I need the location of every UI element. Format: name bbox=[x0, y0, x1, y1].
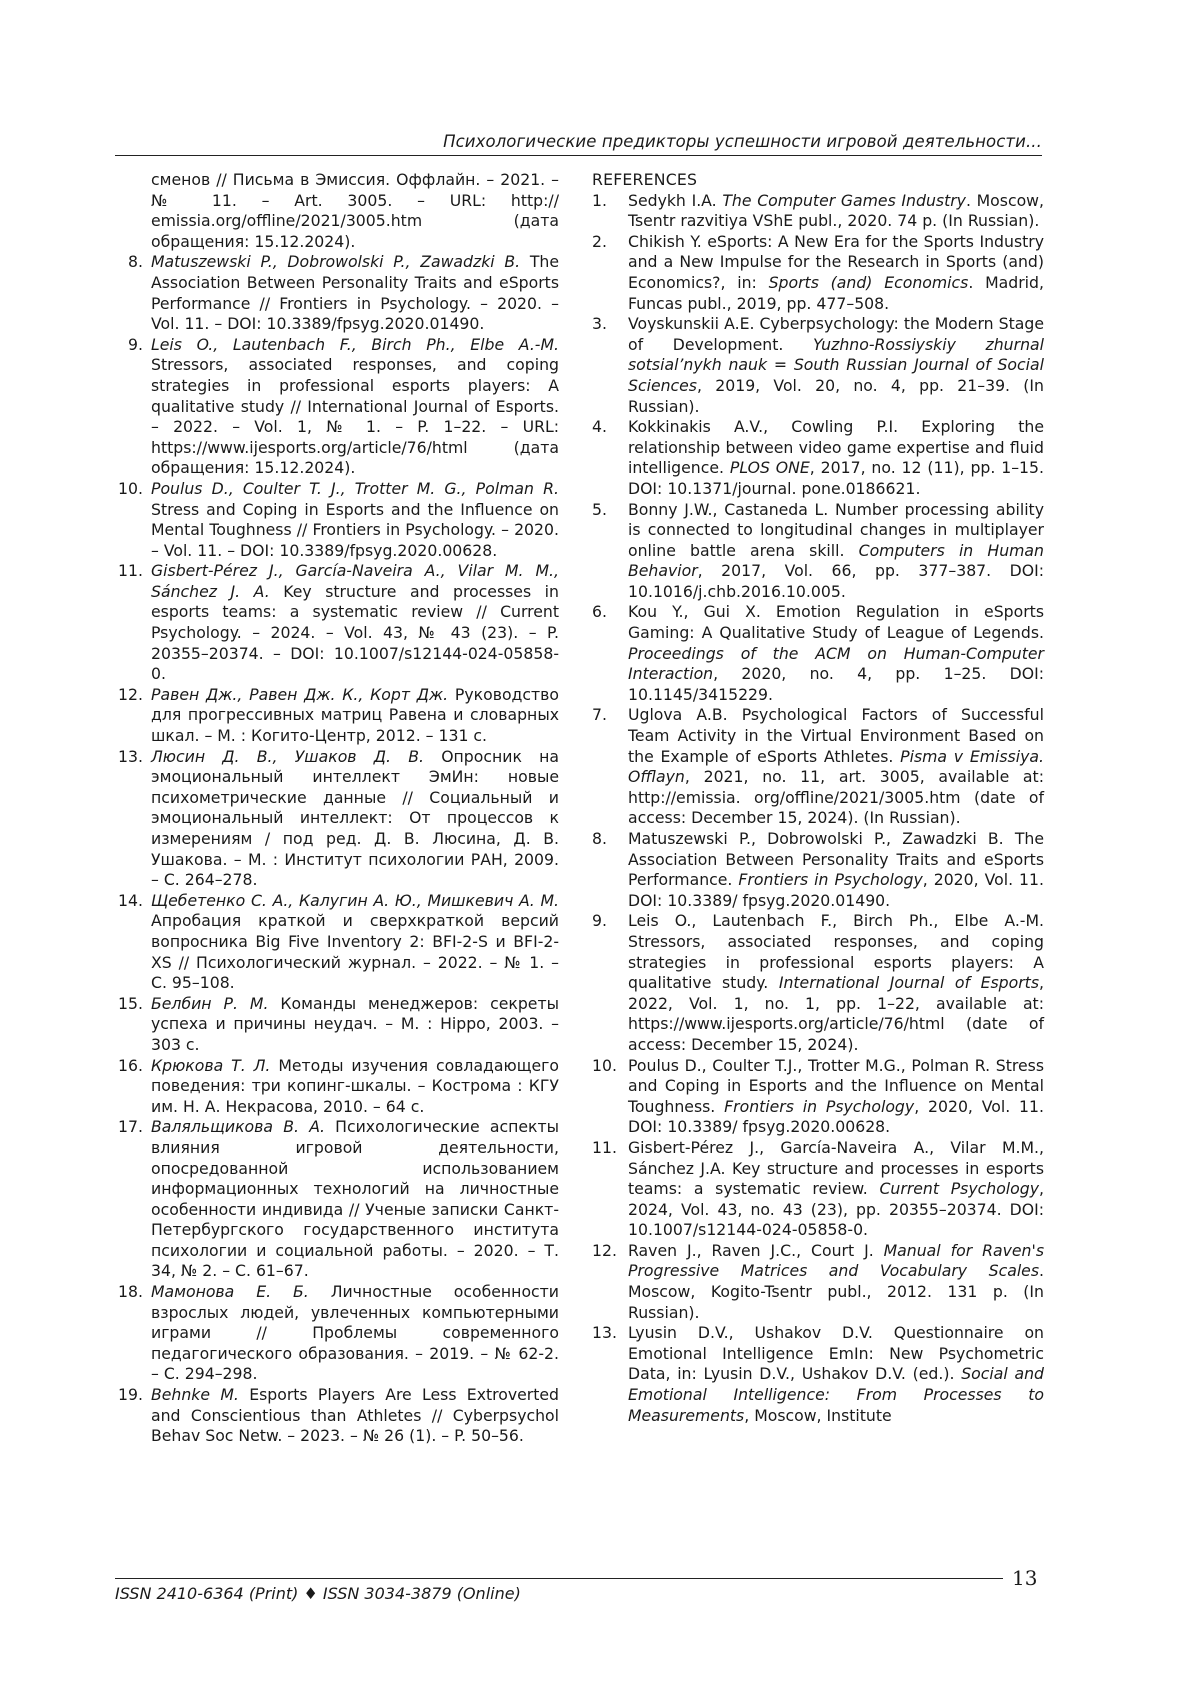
reference-body: Esports Players Are Less Extroverted and Conscientious than Athletes // Cyberpsychol Behav Soc Netw. – 2023. – № 26 (1). – P. 50–56. bbox=[151, 1385, 559, 1446]
reference-segment: Bonny J.W., Castaneda L. Number processing ability is connected to longitudinal changes in multiplayer online battle arena skill. bbox=[628, 499, 1044, 560]
reference-authors: Крюкова Т. Л. bbox=[151, 1055, 271, 1075]
reference-number: 4. bbox=[592, 417, 607, 437]
reference-text bbox=[151, 1117, 559, 1282]
references-heading: REFERENCES bbox=[592, 170, 698, 189]
reference-text bbox=[151, 1056, 559, 1118]
reference-text bbox=[151, 1282, 559, 1385]
left-column bbox=[115, 170, 559, 1447]
reference-number: 18. bbox=[118, 1282, 143, 1302]
reference-body: Опросник на эмоциональный интеллект ЭмИн: новые психометрические данные // Социальный и эмоциональный интеллект: От процессов к измерениям / под ред. Д. В. Люсина, Д. В. Ушакова. – М. : Институт психологии РАН, 2009. – С. 264–278. bbox=[151, 746, 559, 890]
reference-item bbox=[115, 1117, 559, 1282]
reference-source-title: Social and Emotional Intelligence: From Processes to Measurements bbox=[628, 1364, 1044, 1425]
reference-source-title: Computers in Human Behavior bbox=[628, 540, 1044, 581]
reference-number: 16. bbox=[118, 1055, 143, 1075]
reference-text bbox=[628, 1138, 1044, 1241]
reference-item bbox=[592, 1138, 1044, 1241]
reference-segment: . Moscow, Tsentr razvitiya VShE publ., 2020. 74 p. (In Russian). bbox=[628, 190, 1044, 231]
reference-segment: , 2020, Vol. 11. DOI: 10.3389/ fpsyg.2020.01490. bbox=[628, 870, 1045, 910]
reference-item bbox=[592, 829, 1044, 911]
reference-number: 10. bbox=[118, 478, 143, 498]
reference-item bbox=[115, 479, 559, 561]
reference-text bbox=[628, 191, 1044, 232]
reference-text bbox=[628, 314, 1044, 417]
reference-item bbox=[115, 335, 559, 479]
reference-body: Команды менеджеров: секреты успеха и причины неудач. – М. : Hippo, 2003. – 303 с. bbox=[151, 993, 559, 1054]
reference-text bbox=[628, 829, 1044, 911]
reference-authors: Gisbert-Pérez J., García-Naveira A., Vilar M. M., Sánchez J. A. bbox=[151, 561, 559, 601]
reference-text bbox=[628, 1056, 1044, 1138]
reference-segment: Gisbert-Pérez J., García-Naveira A., Vilar M.M., Sánchez J.A. Key structure and processes in esports teams: a systematic review. bbox=[628, 1137, 1044, 1199]
reference-item bbox=[115, 1056, 559, 1118]
reference-segment: Matuszewski P., Dobrowolski P., Zawadzki B. The Association Between Personality Traits and eSports Performance. bbox=[628, 829, 1044, 890]
reference-number: 17. bbox=[118, 1117, 143, 1137]
right-column bbox=[592, 170, 1044, 1426]
reference-text bbox=[151, 479, 559, 561]
reference-segment: Voyskunskii A.E. Cyberpsychology: the Modern Stage of Development. bbox=[628, 314, 1044, 354]
reference-text bbox=[151, 561, 559, 685]
reference-number: 2. bbox=[592, 231, 607, 251]
reference-number: 6. bbox=[592, 602, 607, 622]
reference-source-title: Frontiers in Psychology bbox=[738, 870, 923, 890]
reference-text bbox=[151, 335, 559, 479]
reference-segment: Kokkinakis A.V., Cowling P.I. Exploring the relationship between video game expertise and fluid intelligence. bbox=[628, 417, 1044, 478]
reference-segment: Poulus D., Coulter T.J., Trotter M.G., Polman R. Stress and Coping in Esports and the Influence on Mental Toughness. bbox=[628, 1055, 1044, 1116]
reference-text bbox=[151, 252, 559, 334]
reference-item bbox=[115, 747, 559, 891]
reference-number: 13. bbox=[592, 1323, 617, 1343]
reference-text bbox=[628, 232, 1044, 314]
reference-number: 15. bbox=[118, 993, 143, 1013]
reference-text bbox=[151, 1385, 559, 1447]
reference-number: 1. bbox=[592, 190, 607, 210]
reference-text bbox=[628, 500, 1044, 603]
left-reference-list bbox=[115, 252, 559, 1446]
reference-item bbox=[592, 911, 1044, 1055]
reference-segment: , 2022, Vol. 1, no. 1, pp. 1–22, available at: https://www.ijesports.org/article/76/html (date of access: December 15, 2024). bbox=[628, 973, 1044, 1054]
reference-item bbox=[592, 705, 1044, 829]
reference-text bbox=[151, 747, 559, 891]
reference-item bbox=[592, 1056, 1044, 1138]
reference-source-title: International Journal of Esports bbox=[778, 973, 1039, 993]
reference-number: 10. bbox=[592, 1055, 617, 1075]
reference-item bbox=[115, 891, 559, 994]
reference-item bbox=[592, 500, 1044, 603]
reference-source-title: Current Psychology bbox=[879, 1179, 1039, 1199]
reference-number: 8. bbox=[128, 252, 143, 272]
reference-segment: , 2024, Vol. 43, no. 43 (23), pp. 20355–20374. DOI: 10.1007/s12144-024-05858-0. bbox=[628, 1179, 1044, 1240]
reference-segment: Kou Y., Gui X. Emotion Regulation in eSports Gaming: A Qualitative Study of League of Legends. bbox=[628, 602, 1044, 643]
reference-number: 7. bbox=[592, 705, 607, 725]
reference-authors: Люсин Д. В., Ушаков Д. В. bbox=[151, 746, 424, 766]
reference-authors: Poulus D., Coulter T. J., Trotter M. G., Polman R. bbox=[151, 478, 559, 498]
reference-source-title: The Computer Games Industry bbox=[722, 190, 966, 210]
reference-item bbox=[115, 1282, 559, 1385]
reference-item bbox=[115, 1385, 559, 1447]
reference-body: Методы изучения совладающего поведения: три копинг-шкалы. – Кострома : КГУ им. Н. А. Некрасова, 2010. – 64 с. bbox=[151, 1055, 559, 1116]
reference-item bbox=[592, 232, 1044, 314]
reference-text bbox=[628, 1241, 1044, 1323]
reference-item bbox=[115, 685, 559, 747]
right-reference-list bbox=[592, 191, 1044, 1427]
reference-body: Stressors, associated responses, and coping strategies in professional esports players: A qualitative study // International Journal of Esports. – 2022. – Vol. 1, № 1. – P. 1–22. – URL: https://www.ijesports.org/article/76/html (дата обращения: 15.12.2024). bbox=[151, 355, 559, 478]
reference-segment: , 2020, no. 4, pp. 1–25. DOI: 10.1145/3415229. bbox=[628, 664, 1044, 704]
reference-source-title: Manual for Raven's Progressive Matrices and Vocabulary Scales bbox=[628, 1240, 1044, 1281]
reference-number: 8. bbox=[592, 829, 607, 848]
reference-body: Key structure and processes in esports teams: a systematic review // Current Psychology. – 2024. – Vol. 43, № 43 (23). – P. 20355–20374. – DOI: 10.1007/s12144-024-05858-0. bbox=[151, 581, 559, 684]
header-rule bbox=[115, 155, 1042, 156]
reference-segment: , 2020, Vol. 11. DOI: 10.3389/ fpsyg.2020.00628. bbox=[628, 1096, 1044, 1137]
reference-text bbox=[628, 602, 1044, 705]
reference-number: 9. bbox=[592, 911, 607, 931]
reference-segment: Raven J., Raven J.C., Court J. bbox=[628, 1240, 884, 1260]
reference-number: 19. bbox=[118, 1385, 143, 1405]
reference-text bbox=[151, 891, 559, 994]
continued-reference: сменов // Письма в Эмиссия. Оффлайн. – 2021. – № 11. – Art. 3005. – URL: http:// emissia.org/offline/2021/3005.htm (дата обращения: 15.12.2024). bbox=[151, 170, 559, 251]
footer-rule bbox=[115, 1578, 1003, 1579]
reference-source-title: PLOS ONE bbox=[729, 458, 810, 478]
reference-body: Личностные особенности взрослых людей, увлеченных компьютерными играми // Проблемы современного педагогического образования. – 2019. – № 62-2. – С. 294–298. bbox=[151, 1282, 559, 1384]
reference-segment: , 2021, no. 11, art. 3005, available at: http://emissia. org/offline/2021/3005.htm (date of access: December 15, 2024). (In Russian). bbox=[628, 767, 1044, 828]
reference-text bbox=[628, 417, 1044, 499]
reference-segment: Uglova A.B. Psychological Factors of Successful Team Activity in the Virtual Environment Based on the Example of eSports Athletes. bbox=[628, 705, 1044, 766]
reference-item bbox=[115, 252, 559, 334]
reference-segment: , 2017, no. 12 (11), pp. 1–15. DOI: 10.1371/journal. pone.0186621. bbox=[628, 458, 1044, 498]
reference-segment: . Madrid, Funcas publ., 2019, pp. 477–508. bbox=[628, 272, 1044, 313]
reference-item bbox=[592, 1323, 1044, 1426]
reference-source-title: Frontiers in Psychology bbox=[724, 1096, 915, 1116]
reference-text bbox=[628, 1323, 1044, 1426]
reference-authors: Белбин Р. М. bbox=[151, 993, 269, 1013]
reference-item bbox=[592, 314, 1044, 417]
reference-segment: Leis O., Lautenbach F., Birch Ph., Elbe A.-M. Stressors, associated responses, and coping strategies in professional esports players: A qualitative study. bbox=[628, 911, 1044, 993]
reference-body: The Association Between Personality Traits and eSports Performance // Frontiers in Psychology. – 2020. – Vol. 11. – DOI: 10.3389/fpsyg.2020.01490. bbox=[151, 252, 559, 334]
footer-issn: ISSN 2410-6364 (Print) ♦ ISSN 3034-3879 (Online) bbox=[115, 1584, 521, 1603]
reference-item bbox=[592, 417, 1044, 499]
reference-segment: , 2017, Vol. 66, pp. 377–387. DOI: 10.1016/j.chb.2016.10.005. bbox=[628, 561, 1044, 601]
reference-body: Апробация краткой и сверхкраткой версий вопросника Big Five Inventory 2: BFI-2-S и BFI-2-XS // Психологический журнал. – 2022. – № 1. – С. 95–108. bbox=[151, 911, 559, 993]
reference-source-title: Proceedings of the ACM on Human-Computer Interaction bbox=[628, 643, 1044, 684]
reference-authors: Мамонова Е. Б. bbox=[151, 1282, 309, 1302]
reference-source-title: Pisma v Emissiya. Offlayn bbox=[628, 746, 1044, 787]
reference-authors: Leis O., Lautenbach F., Birch Ph., Elbe A.-M. bbox=[151, 334, 559, 354]
reference-segment: , Moscow, Institute bbox=[744, 1405, 892, 1425]
reference-item bbox=[592, 191, 1044, 232]
reference-number: 13. bbox=[118, 746, 143, 766]
reference-authors: Валяльщикова В. А. bbox=[151, 1117, 325, 1137]
reference-segment: Lyusin D.V., Ushakov D.V. Questionnaire on Emotional Intelligence EmIn: New Psychometric Data, in: Lyusin D.V., Ushakov D.V. (ed.). bbox=[628, 1323, 1044, 1384]
reference-number: 9. bbox=[128, 334, 143, 354]
reference-number: 12. bbox=[118, 684, 143, 704]
reference-authors: Matuszewski P., Dobrowolski P., Zawadzki B. bbox=[151, 252, 521, 272]
reference-item bbox=[592, 1241, 1044, 1323]
reference-body: Руководство для прогрессивных матриц Равена и словарных шкал. – М. : Когито-Центр, 2012. – 131 с. bbox=[151, 684, 559, 746]
running-title: Психологические предикторы успешности игровой деятельности... bbox=[443, 132, 1042, 151]
reference-segment: Sedykh I.A. bbox=[628, 190, 723, 210]
reference-segment: Chikish Y. eSports: A New Era for the Sports Industry and a New Impulse for the Research in Sports (and) Economics?, in: bbox=[628, 231, 1044, 292]
reference-authors: Равен Дж., Равен Дж. К., Корт Дж. bbox=[151, 684, 449, 704]
reference-number: 11. bbox=[118, 561, 143, 581]
reference-authors: Behnke M. bbox=[151, 1385, 239, 1405]
reference-number: 5. bbox=[592, 499, 607, 519]
reference-number: 14. bbox=[118, 890, 143, 910]
page-number: 13 bbox=[1012, 1566, 1038, 1590]
reference-body: Психологические аспекты влияния игровой деятельности, опосредованной использованием информационных технологий на личностные особенности индивида // Ученые записки Санкт-Петербургского государственного института психологии и социальной работы. – 2020. – Т. 34, № 2. – С. 61–67. bbox=[151, 1117, 559, 1281]
reference-item bbox=[115, 994, 559, 1056]
reference-number: 11. bbox=[592, 1137, 617, 1157]
reference-item bbox=[115, 561, 559, 685]
reference-source-title: Sports (and) Economics bbox=[768, 272, 969, 292]
reference-text bbox=[628, 705, 1044, 829]
reference-source-title: Yuzhno-Rossiyskiy zhurnal sotsial’nykh nauk = South Russian Journal of Social Sciences bbox=[628, 334, 1044, 395]
reference-text bbox=[151, 994, 559, 1056]
reference-text bbox=[628, 911, 1044, 1055]
reference-segment: , 2019, Vol. 20, no. 4, pp. 21–39. (In Russian). bbox=[628, 375, 1044, 416]
reference-body: Stress and Coping in Esports and the Influence on Mental Toughness // Frontiers in Psychology. – 2020. – Vol. 11. – DOI: 10.3389/fpsyg.2020.00628. bbox=[151, 499, 559, 560]
reference-item bbox=[592, 602, 1044, 705]
reference-number: 12. bbox=[592, 1240, 617, 1260]
reference-segment: . Moscow, Kogito-Tsentr publ., 2012. 131 p. (In Russian). bbox=[628, 1261, 1044, 1322]
reference-number: 3. bbox=[592, 314, 607, 334]
reference-authors: Щебетенко С. А., Калугин А. Ю., Мишкевич А. М. bbox=[151, 890, 559, 910]
reference-text bbox=[151, 685, 559, 747]
